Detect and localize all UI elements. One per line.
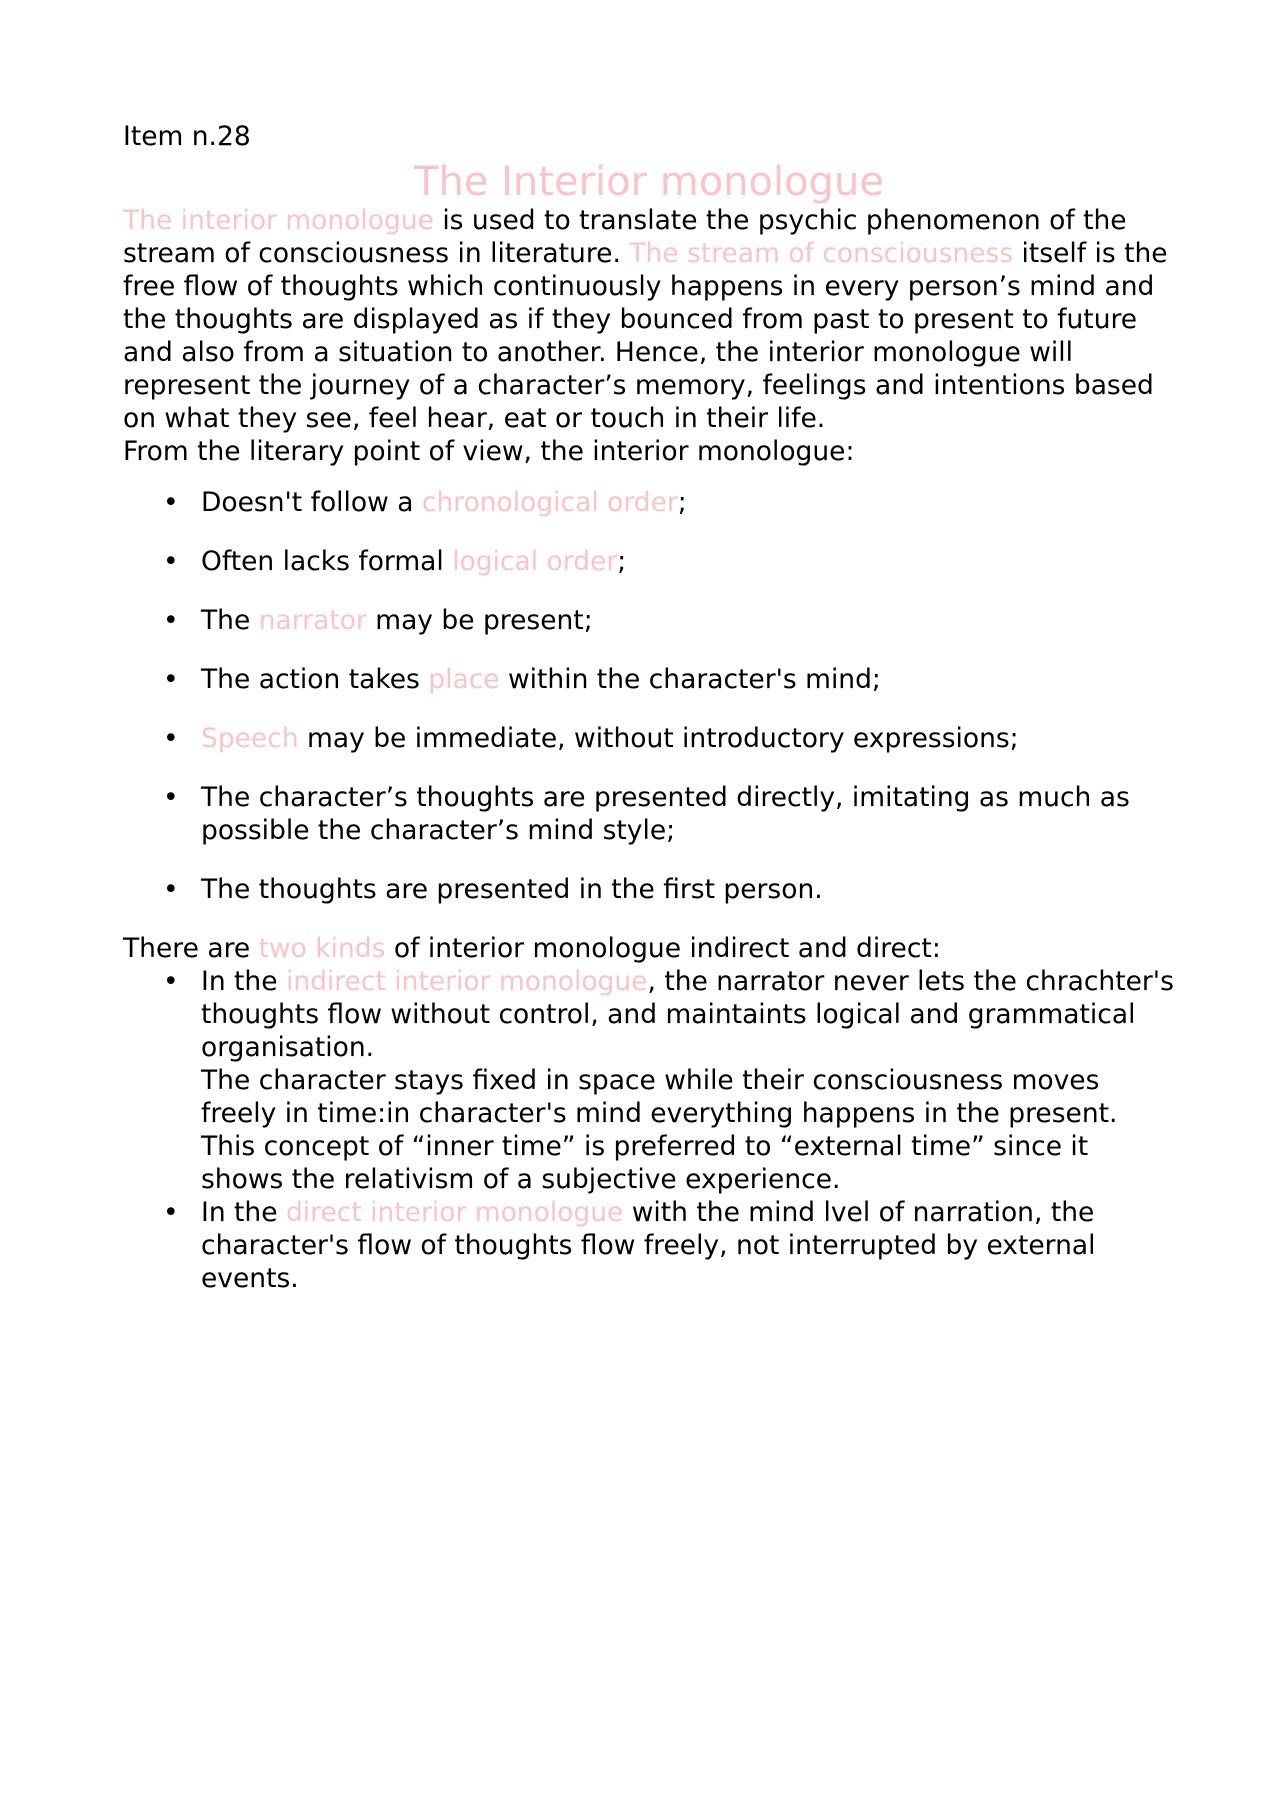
list-item: • Often lacks formal logical order; [163,546,627,577]
list-item: • The thoughts are presented in the first person. [163,874,823,905]
highlight-term: logical order [452,546,618,577]
highlight-term: Speech [201,723,299,754]
features-list [123,486,1175,906]
list-item: • Doesn't follow a chronological order; [163,487,687,518]
term-stream-of-consciousness: The stream of consciousness [629,238,1014,269]
kinds-intro: There are two kinds of interior monologue indirect and direct: [123,933,941,964]
term-interior-monologue: The interior monologue [123,205,434,236]
bullet: • [163,874,179,905]
literary-intro: From the literary point of view, the interior monologue: [123,436,855,467]
bullet: • [163,664,179,695]
bullet: • [163,966,179,997]
item-label: Item n.28 [123,121,251,152]
bullet: • [163,605,179,636]
kinds-list [123,965,1175,1295]
bullet: • [163,546,179,577]
intro-text-2: itself is the free flow of thoughts which continuously happens in every person’s mind and the thoughts are displayed as if they bounced from past to present to future and also from a situation to another. Hence, the interior monologue will represent the journey of a character’s memory, feelings and intentions based on what they see, feel hear, eat or touch in their life. [123,238,1168,434]
highlight-term: place [428,664,500,695]
highlight-term: direct interior monologue [285,1197,624,1228]
list-item: • The narrator may be present; [163,605,593,636]
list-item: • In the indirect interior monologue, the narrator never lets the chrachter's thoughts flow without control, and maintaints logical and grammatical organisation. The character stays fixed in space while their consciousness moves freely in time:in character's mind everything happens in the present. This concept of “inner time” is preferred to “external time” since it shows the relativism of a subjective experience. [163,966,1174,1195]
list-item: • The character’s thoughts are presented directly, imitating as much as possible the character’s mind style; [163,782,1130,846]
bullet: • [163,487,179,518]
highlight-term: two kinds [258,933,386,964]
bullet: • [163,782,179,813]
list-item: • Speech may be immediate, without introductory expressions; [163,723,1019,754]
bullet: • [163,723,179,754]
intro-paragraph [123,204,1175,435]
kind-extra-text: The character stays fixed in space while their consciousness moves freely in time:in character's mind everything happens in the present. This concept of “inner time” is preferred to “external time” since it shows the relativism of a subjective experience. [201,1065,1118,1195]
intro-text-1: is used to translate the psychic phenomenon of the stream of consciousness in literature. [123,205,1127,269]
list-item: • In the direct interior monologue with the mind lvel of narration, the character's flow of thoughts flow freely, not interrupted by external events. [163,1197,1096,1294]
highlight-term: indirect interior monologue [285,966,648,997]
highlight-term: chronological order [421,487,678,518]
document-page [123,120,1175,1295]
bullet: • [163,1197,179,1228]
highlight-term: narrator [258,605,367,636]
list-item: • The action takes place within the character's mind; [163,664,881,695]
document-title: The Interior monologue [414,159,884,205]
